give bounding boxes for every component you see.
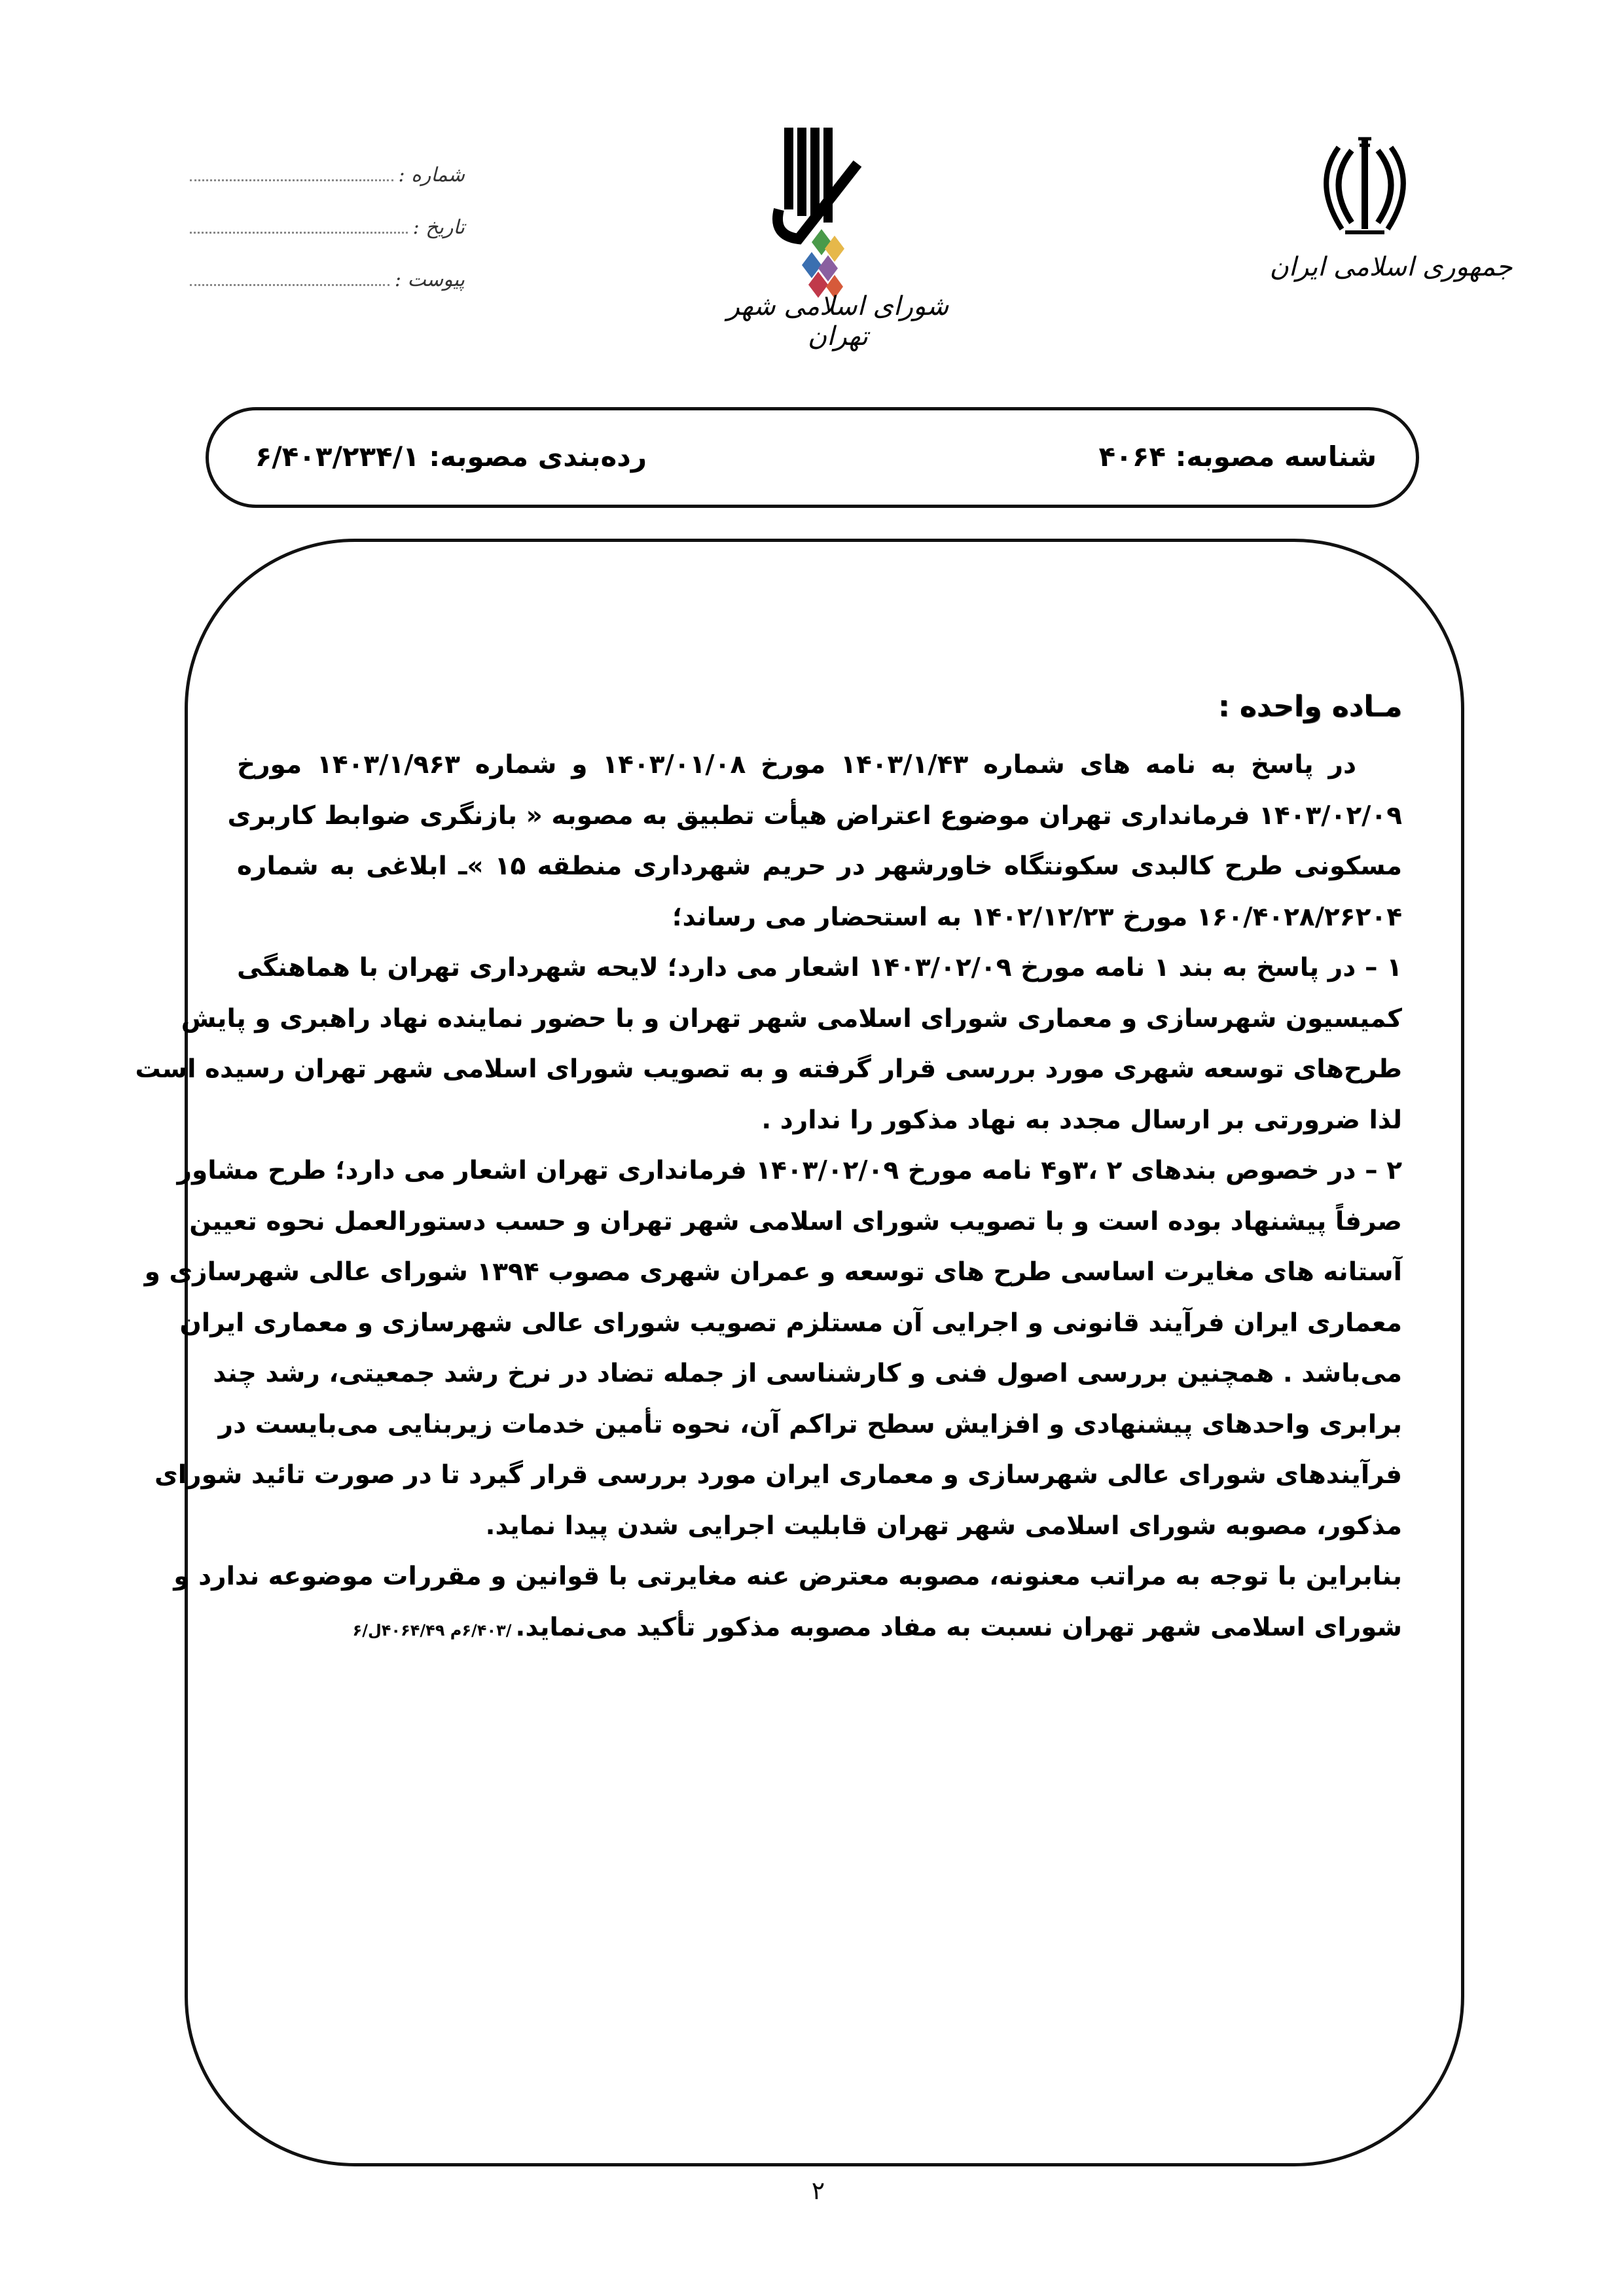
republic-name: جمهوری اسلامی ایران	[1269, 252, 1513, 282]
tehran-council-logo-icon	[759, 124, 871, 301]
number-field	[190, 147, 465, 187]
number-label: شماره :	[398, 164, 465, 187]
text-line	[173, 1551, 1402, 1602]
reference-code: /۶/۴۰۳م ۴۰۶۴/۴۹ل/۶	[352, 1621, 512, 1640]
date-label: تاریخ :	[412, 216, 465, 239]
line-text: برابری واحدهای پیشنهادی و افزایش سطح تراکم آن، نحوه تأمین خدمات زیربنایی می‌بایست در	[218, 1409, 1402, 1439]
line-text: آستانه های مغایرت اساسی طرح های توسعه و عمران شهری مصوب ۱۳۹۴ شورای عالی شهرسازی و	[144, 1257, 1402, 1287]
paragraph	[144, 1145, 1402, 1551]
text-line	[181, 994, 1402, 1045]
text-line	[189, 1196, 1402, 1247]
text-line	[227, 791, 1402, 842]
text-line	[179, 1298, 1402, 1349]
text-line	[177, 1145, 1402, 1196]
paragraph	[135, 942, 1402, 1145]
line-text: مذکور، مصوبه شورای اسلامی شهر تهران قابلیت اجرایی شدن پیدا نماید.	[485, 1511, 1402, 1541]
text-line	[237, 740, 1402, 791]
attachment-dotted-line	[190, 284, 389, 286]
line-text: مسکونی طرح کالبدی سکونتگاه خاورشهر در حریم شهرداری منطقه ۱۵ »ـ ابلاغی به شماره	[237, 852, 1402, 881]
text-line	[237, 892, 1402, 943]
line-text: شورای اسلامی شهر تهران نسبت به مفاد مصوبه مذکور تأکید می‌نماید.	[515, 1612, 1402, 1642]
text-line	[218, 1399, 1402, 1450]
section-heading: مـاده واحده :	[1218, 690, 1402, 723]
paragraphs	[135, 740, 1402, 1653]
paragraph	[173, 1551, 1402, 1653]
line-text: بنابراین با توجه به مراتب معنونه، مصوبه معترض عنه مغایرتی با قوانین و مقررات موضوعه ندارد و	[173, 1562, 1402, 1591]
line-text: طرح‌های توسعه شهری مورد بررسی قرار گرفته و به تصویب شورای اسلامی شهر تهران رسیده است	[135, 1054, 1402, 1084]
line-text: در پاسخ به نامه های شماره ۱۴۰۳/۱/۴۳ مورخ ۱۴۰۳/۰۱/۰۸ و شماره ۱۴۰۳/۱/۹۶۳ مورخ	[237, 750, 1357, 780]
line-text: فرآیندهای شورای عالی شهرسازی و معماری ایران مورد بررسی قرار گیرد تا در صورت تائید شورای	[154, 1460, 1402, 1490]
line-text: صرفاً پیشنهاد بوده است و با تصویب شورای اسلامی شهر تهران و حسب دستورالعمل نحوه تعیین	[189, 1206, 1402, 1236]
line-text: معماری ایران فرآیند قانونی و اجرایی آن مستلزم تصویب شورای عالی شهرسازی و معماری ایران	[179, 1308, 1402, 1338]
text-line	[213, 1348, 1402, 1399]
text-line	[237, 841, 1402, 892]
text-line	[237, 1095, 1402, 1146]
iran-emblem-icon	[1312, 131, 1417, 242]
attachment-label: پیوست :	[394, 268, 465, 291]
resolution-classification: رده‌بندی مصوبه: ۶/۴۰۳/۲۳۴/۱	[255, 440, 647, 473]
date-field	[190, 200, 465, 239]
resolution-body	[135, 674, 1402, 1653]
line-text: ۱۶۰/۴۰۲۸/۲۶۲۰۴ مورخ ۱۴۰۲/۱۲/۲۳ به استحضار می رساند؛	[672, 902, 1402, 932]
line-text: می‌باشد . همچنین بررسی اصول فنی و کارشناسی از جمله تضاد در نرخ رشد جمعیتی، رشد چند	[213, 1359, 1402, 1388]
line-text: ۱ – در پاسخ به بند ۱ نامه مورخ ۱۴۰۳/۰۲/۰۹ اشعار می دارد؛ لایحه شهرداری تهران با هماهنگی	[237, 953, 1402, 982]
resolution-id-box	[206, 407, 1419, 508]
text-line	[237, 942, 1402, 994]
text-line	[154, 1450, 1402, 1501]
resolution-id: شناسه مصوبه: ۴۰۶۴	[1098, 440, 1377, 473]
text-line	[144, 1247, 1402, 1298]
line-text: کمیسیون شهرسازی و معماری شورای اسلامی شهر تهران و با حضور نماینده نهاد راهبری و پایش	[181, 1003, 1402, 1033]
number-dotted-line	[190, 179, 393, 181]
text-line	[237, 1501, 1402, 1552]
council-name: شورای اسلامی شهر تهران	[727, 291, 949, 351]
paragraph	[227, 740, 1402, 942]
text-line	[135, 1044, 1402, 1095]
text-line	[237, 1602, 1402, 1653]
date-dotted-line	[190, 232, 408, 234]
attachment-field	[190, 252, 465, 291]
line-text: لذا ضرورتی بر ارسال مجدد به نهاد مذکور را ندارد .	[761, 1105, 1402, 1135]
line-text: ۱۴۰۳/۰۲/۰۹ فرمانداری تهران موضوع اعتراض هیأت تطبیق به مصوبه « بازنگری ضوابط کاربری	[227, 800, 1402, 831]
line-text: ۲ – در خصوص بندهای ۲ ،۳و۴ نامه مورخ ۱۴۰۳/۰۲/۰۹ فرمانداری تهران اشعار می دارد؛ طرح مشاور	[177, 1156, 1402, 1185]
page-number: ۲	[811, 2176, 825, 2205]
